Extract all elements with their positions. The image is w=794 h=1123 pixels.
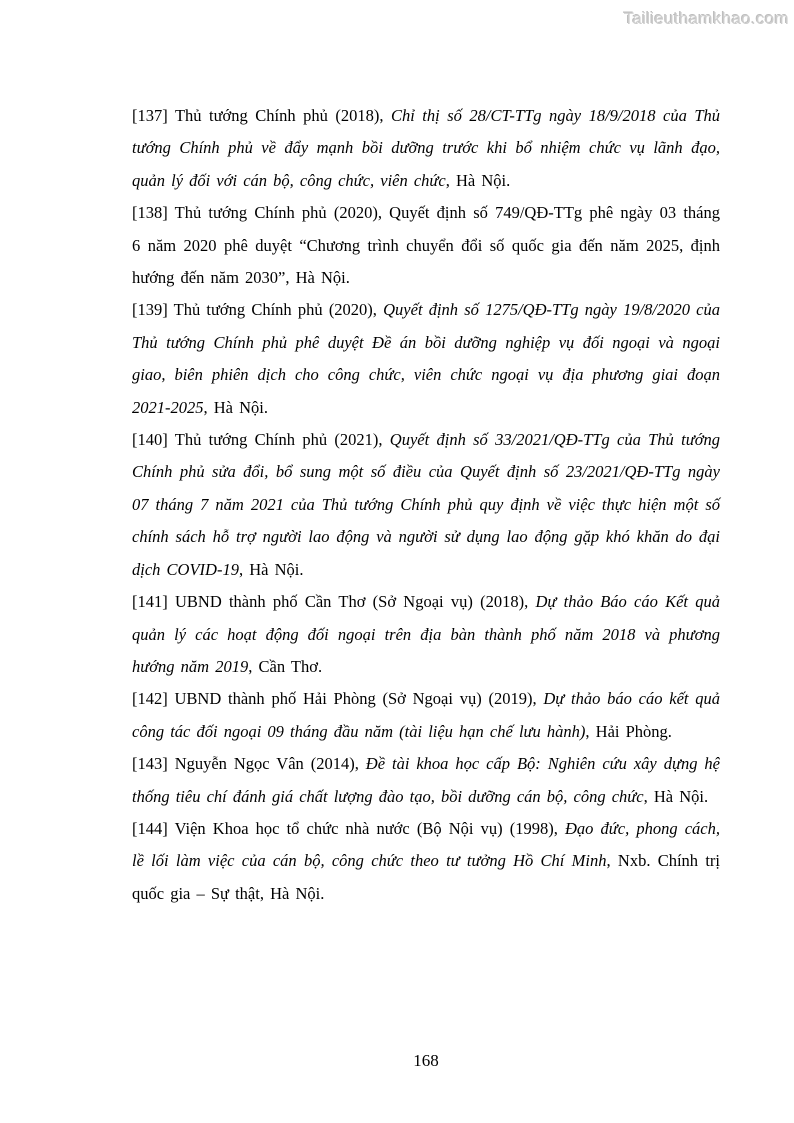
reference-suffix: , Hà Nội. [203, 397, 268, 417]
reference-entry-143 [132, 748, 720, 813]
reference-prefix: [142] UBND thành phố Hải Phòng (Sở Ngoại vụ) (2019), [132, 689, 544, 709]
reference-entry-142 [132, 683, 720, 748]
reference-title: Đề tài khoa học cấp Bộ: Nghiên cứu xây dựng hệ thống tiêu chí đánh giá chất lượng đào tạo, bồi dưỡng cán bộ, công chức [132, 754, 720, 806]
reference-entry-141 [132, 586, 720, 683]
reference-prefix: [139] Thủ tướng Chính phủ (2020), [132, 300, 384, 320]
reference-title: Quyết định số 1275/QĐ-TTg ngày 19/8/2020 của Thủ tướng Chính phủ phê duyệt Đề án bồi dưỡng nghiệp vụ đối ngoại và ngoại giao, biên phiên dịch cho công chức, viên chức ngoại vụ địa phương giai đoạn 2021-2025 [132, 300, 720, 417]
reference-suffix: , Cần Thơ. [248, 656, 323, 676]
reference-suffix: , Nxb. Chính trị quốc gia – Sự thật, Hà Nội. [132, 851, 721, 903]
reference-title: Dự thảo Báo cáo Kết quả quản lý các hoạt động đối ngoại trên địa bàn thành phố năm 2018 và phương hướng năm 2019 [132, 592, 720, 676]
reference-prefix: [137] Thủ tướng Chính phủ (2018), [132, 106, 391, 125]
reference-prefix: [140] Thủ tướng Chính phủ (2021), [132, 430, 390, 450]
reference-prefix: [138] Thủ tướng Chính phủ (2020), Quyết định số 749/QĐ-TTg phê ngày 03 tháng 6 năm 2020 phê duyệt “Chương trình chuyển đổi số quốc gia đến năm 2025, định hướng đến năm 2030”, Hà Nội. [132, 203, 720, 288]
reference-suffix: , Hà Nội. [238, 559, 304, 579]
reference-list [132, 100, 720, 910]
reference-entry-138 [132, 197, 720, 294]
reference-prefix: [143] Nguyễn Ngọc Vân (2014), [132, 754, 366, 774]
reference-prefix: [141] UBND thành phố Cần Thơ (Sở Ngoại vụ) (2018), [132, 592, 536, 612]
reference-title: Đạo đức, phong cách, lề lối làm việc của cán bộ, công chức theo tư tưởng Hồ Chí Minh [132, 818, 721, 871]
reference-prefix: [144] Viện Khoa học tổ chức nhà nước (Bộ Nội vụ) (1998), [132, 818, 565, 838]
page-footer [132, 1049, 720, 1073]
reference-title: Quyết định số 33/2021/QĐ-TTg của Thủ tướng Chính phủ sửa đổi, bổ sung một số điều của Quyết định số 23/2021/QĐ-TTg ngày 07 tháng 7 năm 2021 của Thủ tướng Chính phủ quy định về việc thực hiện một số chính sách hỗ trợ người lao động và người sử dụng lao động gặp khó khăn do đại dịch COVID-19 [132, 430, 720, 579]
reference-suffix: , Hà Nội. [643, 786, 709, 806]
reference-title: Dự thảo báo cáo kết quả công tác đối ngoại 09 tháng đầu năm (tài liệu hạn chế lưu hành) [132, 689, 720, 741]
reference-entry-137 [132, 100, 720, 197]
reference-entry-139 [132, 294, 720, 424]
watermark-text: Tailieuthamkhao.com [623, 9, 789, 28]
reference-suffix: , Hà Nội. [445, 170, 511, 190]
reference-entry-140 [132, 424, 720, 586]
reference-suffix: , Hải Phòng. [585, 721, 672, 741]
page-number: 168 [413, 1051, 439, 1070]
reference-entry-144 [132, 813, 720, 910]
reference-title: Chỉ thị số 28/CT-TTg ngày 18/9/2018 của Thủ tướng Chính phủ về đẩy mạnh bồi dưỡng trước khi bổ nhiệm chức vụ lãnh đạo, quản lý đối với cán bộ, công chức, viên chức [132, 106, 721, 190]
